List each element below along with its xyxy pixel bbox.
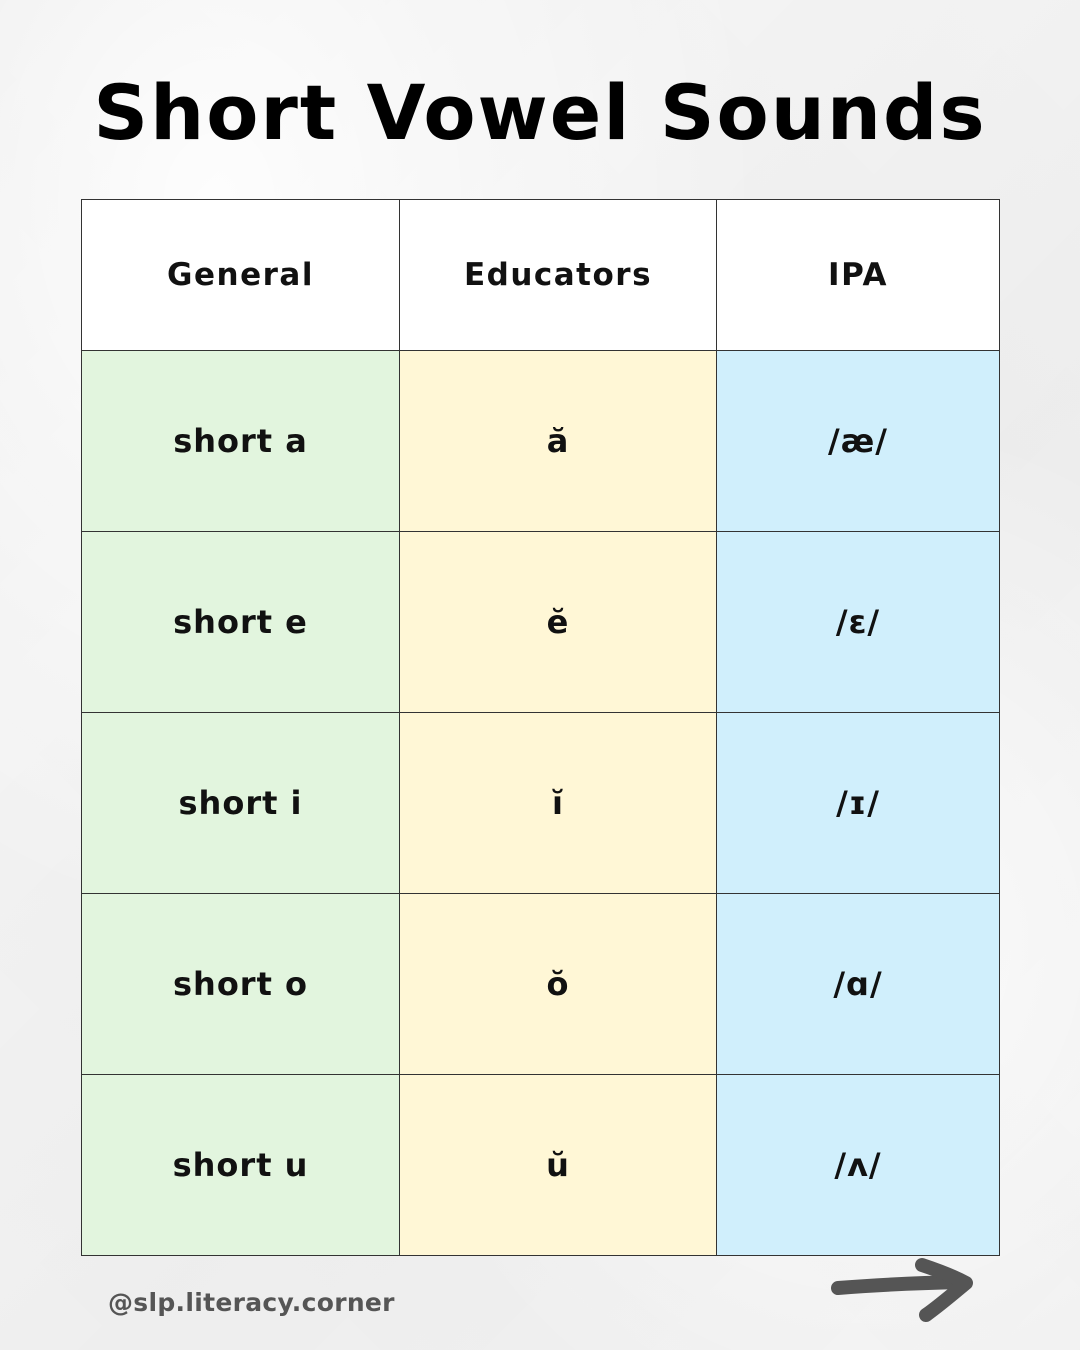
header-educators: Educators <box>400 200 717 351</box>
table-header-row <box>82 200 1000 351</box>
educators-cell: ă <box>400 351 717 532</box>
general-cell: short o <box>82 894 400 1075</box>
ipa-cell: /æ/ <box>717 351 1000 532</box>
author-handle: @slp.literacy.corner <box>108 1288 395 1317</box>
next-slide-button[interactable] <box>830 1255 980 1325</box>
educators-cell: ŏ <box>400 894 717 1075</box>
table-row <box>82 532 1000 713</box>
table-row <box>82 1075 1000 1256</box>
table-row <box>82 713 1000 894</box>
table-row <box>82 351 1000 532</box>
ipa-cell: /ɪ/ <box>717 713 1000 894</box>
ipa-cell: /ʌ/ <box>717 1075 1000 1256</box>
ipa-cell: /ɛ/ <box>717 532 1000 713</box>
educators-cell: ĕ <box>400 532 717 713</box>
vowel-table <box>81 199 1000 1256</box>
general-cell: short a <box>82 351 400 532</box>
general-cell: short e <box>82 532 400 713</box>
educators-cell: ŭ <box>400 1075 717 1256</box>
ipa-cell: /ɑ/ <box>717 894 1000 1075</box>
educators-cell: ĭ <box>400 713 717 894</box>
page-title: Short Vowel Sounds <box>93 68 987 157</box>
header-ipa: IPA <box>717 200 1000 351</box>
general-cell: short u <box>82 1075 400 1256</box>
arrow-right-icon <box>830 1255 980 1325</box>
table-row <box>82 894 1000 1075</box>
general-cell: short i <box>82 713 400 894</box>
header-general: General <box>82 200 400 351</box>
